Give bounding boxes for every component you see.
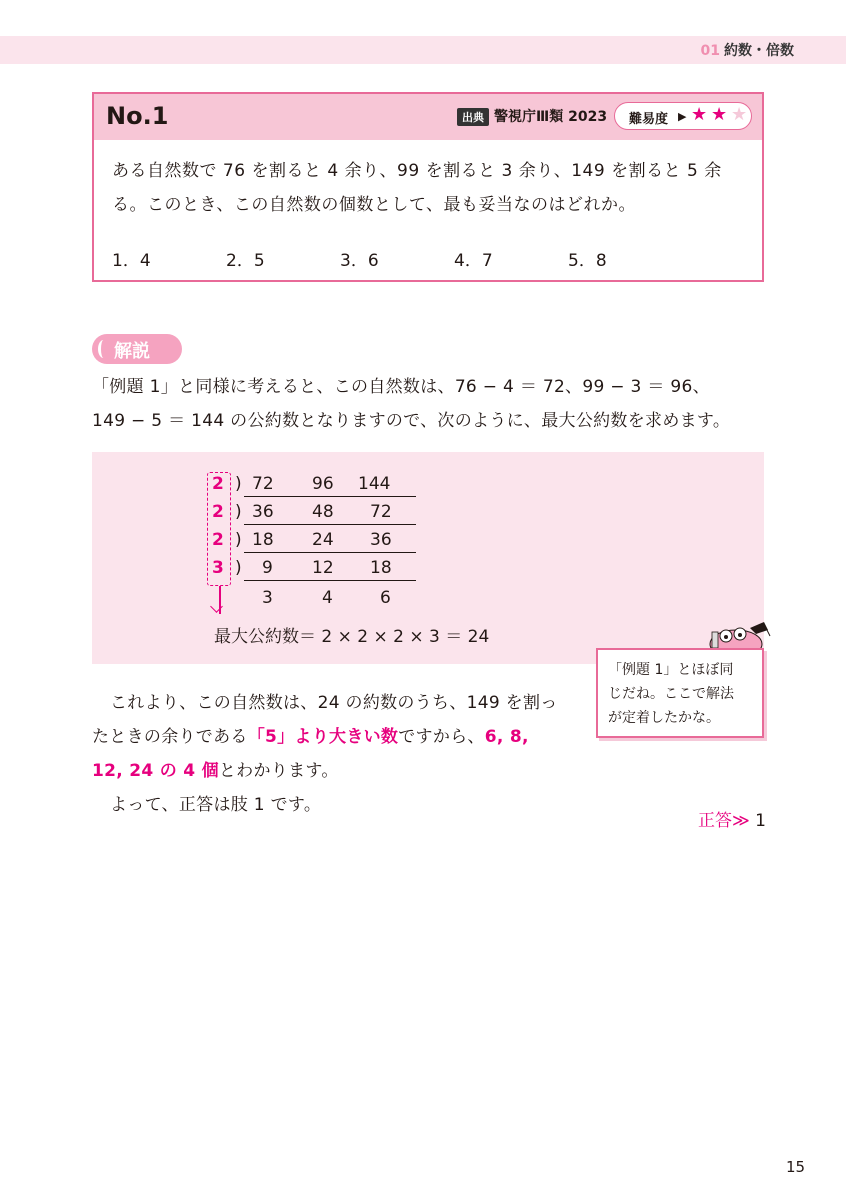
- division-line: [244, 552, 416, 553]
- dividend: 144: [358, 474, 391, 494]
- body-line-2: [92, 720, 529, 754]
- tip-line: 「例題 1」とほぼ同: [608, 662, 734, 678]
- problem-number: No.1: [106, 102, 169, 130]
- divisor: 2: [212, 474, 224, 494]
- bracket-icon: ): [235, 530, 242, 550]
- explanation-heading: [92, 334, 182, 364]
- answer-value: 1: [755, 811, 766, 831]
- choice-1: 1．4: [112, 251, 151, 271]
- page-number: 15: [786, 1158, 806, 1176]
- dividend: 9: [262, 558, 273, 578]
- dividend: 36: [252, 502, 274, 522]
- highlight-text: 6, 8,: [484, 727, 529, 747]
- quotient: 3: [262, 588, 273, 608]
- explanation-line-2: 149 − 5 ＝ 144 の公約数となりますので、次のように、最大公約数を求めます。: [92, 411, 731, 431]
- star-icon: ★: [691, 104, 708, 125]
- quotient: 6: [380, 588, 391, 608]
- explanation-heading-text: 解説: [114, 341, 150, 362]
- division-box: [92, 452, 764, 664]
- quotient: 4: [322, 588, 333, 608]
- star-empty-icon: ★: [731, 104, 748, 125]
- explanation-line-1: 「例題 1」と同様に考えると、この自然数は、76 − 4 ＝ 72、99 − 3 ＝ 96、: [92, 377, 710, 397]
- problem-header: [94, 94, 762, 140]
- body-line-3: [92, 754, 339, 788]
- triangle-right-icon: ▶: [678, 110, 687, 123]
- division-line: [244, 580, 416, 581]
- problem-text: ある自然数で 76 を割ると 4 余り、99 を割ると 3 余り、149 を割ると 5 余る。このとき、この自然数の個数として、最も妥当なのはどれか。: [112, 161, 722, 215]
- source-label: 出典: [457, 108, 489, 126]
- problem-box: [92, 92, 764, 282]
- highlight-text: 12, 24 の 4 個: [92, 761, 219, 781]
- dividend: 36: [370, 530, 392, 550]
- choice-3: 3．6: [340, 251, 379, 271]
- difficulty-label: 難易度: [629, 112, 669, 127]
- division-line: [244, 524, 416, 525]
- chapter-name: 約数・倍数: [724, 43, 794, 59]
- tip-bubble: [596, 648, 764, 738]
- choice-5: 5．8: [568, 251, 607, 271]
- bracket-icon: ): [235, 558, 242, 578]
- divisor: 3: [212, 558, 224, 578]
- tip-text: [608, 658, 758, 730]
- swoosh-icon: [98, 340, 109, 358]
- tip-line: じだね。ここで解法: [608, 686, 734, 702]
- body-line-1: これより、この自然数は、24 の約数のうち、149 を割っ: [110, 693, 558, 713]
- chapter-title: [701, 40, 794, 60]
- dividend: 18: [252, 530, 274, 550]
- body-line-4: よって、正答は肢 1 です。: [110, 795, 322, 815]
- answer: [698, 806, 766, 831]
- dividend: 12: [312, 558, 334, 578]
- highlight-text: 「5」より大きい数: [247, 727, 399, 747]
- arrow-head-icon: [210, 600, 223, 613]
- chapter-number: 01: [700, 43, 720, 59]
- choice-2: 2．5: [226, 251, 265, 271]
- dividend: 48: [312, 502, 334, 522]
- bracket-icon: ): [235, 502, 242, 522]
- dividend: 24: [312, 530, 334, 550]
- body-text: とわかります。: [218, 761, 339, 781]
- divisor: 2: [212, 530, 224, 550]
- body-text: たときの余りである: [92, 727, 248, 747]
- answer-label: 正答≫: [697, 811, 750, 831]
- division-line: [244, 496, 416, 497]
- difficulty-badge: [614, 102, 752, 130]
- dividend: 72: [370, 502, 392, 522]
- dividend: 96: [312, 474, 334, 494]
- dividend: 72: [252, 474, 274, 494]
- dividend: 18: [370, 558, 392, 578]
- source-text: 警視庁Ⅲ類 2023: [494, 109, 608, 125]
- choice-4: 4．7: [454, 251, 493, 271]
- divisor: 2: [212, 502, 224, 522]
- tip-line: が定着したかな。: [608, 710, 720, 726]
- bracket-icon: ): [235, 474, 242, 494]
- star-icon: ★: [711, 104, 728, 125]
- gcd-result: 最大公約数＝ 2 × 2 × 2 × 3 ＝ 24: [214, 627, 490, 647]
- body-text: ですから、: [398, 727, 485, 747]
